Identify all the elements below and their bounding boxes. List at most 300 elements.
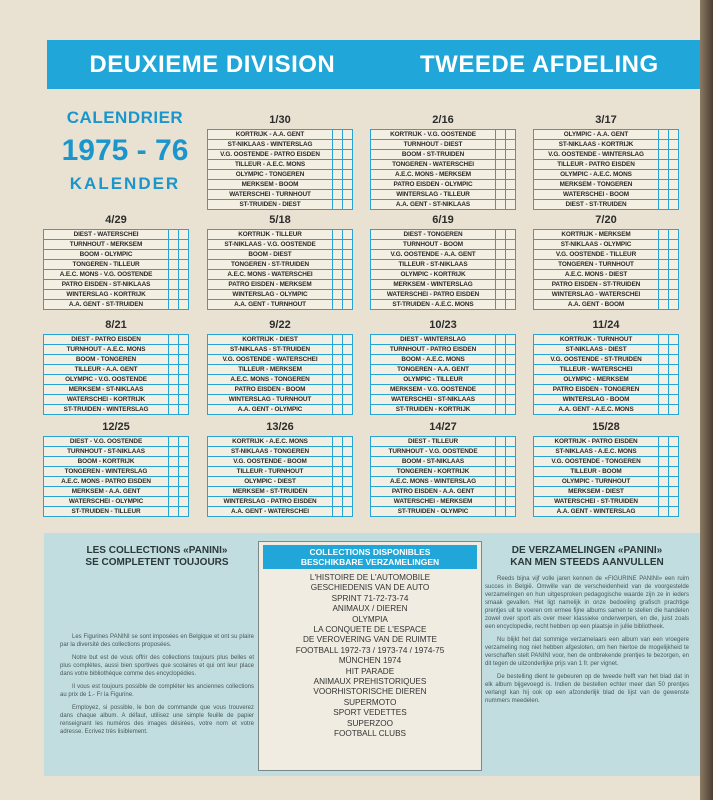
match-row — [534, 260, 679, 270]
score-box — [333, 190, 343, 200]
score-box — [659, 190, 669, 200]
score-box — [333, 250, 343, 260]
match-row — [208, 140, 353, 150]
score-box — [659, 507, 669, 517]
match-row — [208, 385, 353, 395]
score-box — [506, 190, 516, 200]
match-row — [44, 507, 189, 517]
round-label: 8/21 — [105, 319, 127, 331]
score-box — [169, 457, 179, 467]
score-box — [343, 335, 353, 345]
match-row — [44, 355, 189, 365]
score-box — [343, 130, 353, 140]
match-row — [208, 290, 353, 300]
score-box — [343, 190, 353, 200]
score-box — [659, 365, 669, 375]
match-teams: WATERSCHEI - OLYMPIC — [44, 497, 169, 507]
match-teams: DIEST - PATRO EISDEN — [44, 335, 169, 345]
match-row — [208, 365, 353, 375]
score-box — [669, 405, 679, 415]
match-teams: KORTRIJK - V.G. OOSTENDE — [371, 130, 496, 140]
match-teams: TURNHOUT - MERKSEM — [44, 240, 169, 250]
match-row — [371, 230, 516, 240]
match-row — [371, 270, 516, 280]
match-row — [208, 497, 353, 507]
score-box — [333, 200, 343, 210]
match-row — [208, 270, 353, 280]
match-row — [208, 240, 353, 250]
match-teams: WATERSCHEI - KORTRIJK — [44, 395, 169, 405]
match-teams: ST-NIKLAAS - ST-TRUIDEN — [208, 345, 333, 355]
match-row — [371, 487, 516, 497]
score-box — [659, 200, 669, 210]
score-box — [343, 140, 353, 150]
score-box — [669, 230, 679, 240]
match-teams: V.G. OOSTENDE - A.A. GENT — [371, 250, 496, 260]
match-teams: OLYMPIC - DIEST — [208, 477, 333, 487]
score-box — [669, 150, 679, 160]
match-row — [371, 140, 516, 150]
score-box — [333, 447, 343, 457]
match-teams: ST-TRUIDEN - TILLEUR — [44, 507, 169, 517]
match-row — [371, 170, 516, 180]
score-box — [333, 280, 343, 290]
score-box — [669, 250, 679, 260]
score-box — [669, 300, 679, 310]
collection-item: FOOTBALL 1972-73 / 1973-74 / 1974-75 — [295, 645, 445, 655]
score-box — [179, 447, 189, 457]
score-box — [169, 437, 179, 447]
match-teams: DIEST - V.G. OOSTENDE — [44, 437, 169, 447]
match-row — [208, 437, 353, 447]
match-row — [371, 300, 516, 310]
score-box — [179, 385, 189, 395]
score-box — [343, 150, 353, 160]
score-box — [333, 405, 343, 415]
score-box — [179, 260, 189, 270]
match-teams: TONGEREN - TURNHOUT — [534, 260, 659, 270]
collection-item: FOOTBALL CLUBS — [333, 729, 407, 739]
match-row — [208, 280, 353, 290]
match-teams: OLYMPIC - A.A. GENT — [534, 130, 659, 140]
match-teams: TONGEREN - WINTERSLAG — [44, 467, 169, 477]
score-box — [179, 477, 189, 487]
score-box — [169, 335, 179, 345]
score-box — [669, 190, 679, 200]
score-box — [659, 345, 669, 355]
score-box — [496, 270, 506, 280]
score-box — [343, 447, 353, 457]
score-box — [496, 130, 506, 140]
match-teams: DIEST - TILLEUR — [371, 437, 496, 447]
match-row — [44, 497, 189, 507]
match-teams: V.G. OOSTENDE - TILLEUR — [534, 250, 659, 260]
match-teams: ST-NIKLAAS - A.E.C. MONS — [534, 447, 659, 457]
score-box — [343, 230, 353, 240]
score-box — [179, 335, 189, 345]
score-box — [506, 467, 516, 477]
score-box — [659, 290, 669, 300]
score-box — [669, 160, 679, 170]
match-teams: ST-TRUIDEN - KORTRIJK — [371, 405, 496, 415]
score-box — [496, 345, 506, 355]
match-teams: ST-NIKLAAS - DIEST — [534, 345, 659, 355]
score-box — [496, 355, 506, 365]
collections-panel — [44, 533, 700, 776]
match-row — [371, 280, 516, 290]
match-teams: TONGEREN - A.A. GENT — [371, 365, 496, 375]
score-box — [669, 487, 679, 497]
match-teams: BOOM - TONGEREN — [44, 355, 169, 365]
match-teams: V.G. OOSTENDE - WATERSCHEI — [208, 355, 333, 365]
score-box — [343, 355, 353, 365]
match-row — [371, 345, 516, 355]
score-box — [506, 170, 516, 180]
score-box — [333, 270, 343, 280]
match-row — [534, 180, 679, 190]
score-box — [506, 437, 516, 447]
match-row — [371, 190, 516, 200]
match-row — [534, 487, 679, 497]
match-row — [534, 290, 679, 300]
score-box — [333, 180, 343, 190]
score-box — [343, 240, 353, 250]
score-box — [343, 345, 353, 355]
round-table — [207, 113, 353, 210]
score-box — [669, 395, 679, 405]
match-row — [534, 335, 679, 345]
match-teams: DIEST - TONGEREN — [371, 230, 496, 240]
score-box — [343, 385, 353, 395]
match-teams: TILLEUR - MERKSEM — [208, 365, 333, 375]
score-box — [506, 260, 516, 270]
score-box — [506, 497, 516, 507]
round-label: 14/27 — [429, 421, 457, 433]
score-box — [496, 190, 506, 200]
match-row — [371, 365, 516, 375]
match-teams: PATRO EISDEN - BOOM — [208, 385, 333, 395]
collections-fr-paragraph: Employez, si possible, le bon de commande que vous trouverez dans chaque album. A défaut, utilisez une simple feuille de papier renseignant les numéros des images désirées, votre nom et votre adresse. Ecrivez très lisiblement. — [60, 705, 254, 735]
match-teams: OLYMPIC - MERKSEM — [534, 375, 659, 385]
match-row — [208, 180, 353, 190]
match-teams: A.E.C. MONS - PATRO EISDEN — [44, 477, 169, 487]
score-box — [669, 140, 679, 150]
match-row — [44, 250, 189, 260]
match-row — [534, 457, 679, 467]
match-teams: ST-TRUIDEN - OLYMPIC — [371, 507, 496, 517]
match-row — [534, 230, 679, 240]
banner-title-nl: TWEEDE AFDELING — [420, 50, 659, 78]
match-row — [44, 335, 189, 345]
score-box — [343, 160, 353, 170]
match-row — [371, 150, 516, 160]
match-teams: WATERSCHEI - ST-TRUIDEN — [534, 497, 659, 507]
season-label: 1975 - 76 — [61, 134, 189, 167]
score-box — [669, 467, 679, 477]
match-row — [44, 405, 189, 415]
match-teams: MERKSEM - ST-NIKLAAS — [44, 385, 169, 395]
score-box — [496, 477, 506, 487]
score-box — [659, 140, 669, 150]
collection-item: MÜNCHEN 1974 — [338, 656, 402, 666]
collections-nl-paragraph: Reeds bijna vijf volle jaren kennen de «FIGURINE PANINI» een ruim succes in België. Omwille van de verscheidenheid van de voorgestelde verzamelingen en hun uitgesproken pedagogische waarde zijn ze in ieders smaak gevallen. Het ligt namelijk in onze bedoeling grafisch prachtige prentjes uit te voeren om ermee fijne albums samen te stellen die handelen zowel over sport als over meer klassieke onderwerpen, en die, juist zoals een encyclopedie, recht hebben op een plaatsje in jullie bibliotheek. — [485, 576, 689, 630]
score-box — [496, 280, 506, 290]
score-box — [333, 467, 343, 477]
round-table — [43, 213, 189, 310]
match-row — [371, 477, 516, 487]
score-box — [169, 270, 179, 280]
match-row — [44, 457, 189, 467]
round-label: 9/22 — [269, 319, 291, 331]
collection-item: ANIMAUX PREHISTORIQUES — [313, 677, 427, 687]
match-teams: DIEST - WINTERSLAG — [371, 335, 496, 345]
match-row — [44, 260, 189, 270]
score-box — [659, 437, 669, 447]
match-teams: TONGEREN - KORTRIJK — [371, 467, 496, 477]
score-box — [169, 375, 179, 385]
score-box — [333, 395, 343, 405]
available-collections-heading-fr: COLLECTIONS DISPONIBLES — [309, 547, 431, 557]
score-box — [343, 300, 353, 310]
score-box — [333, 497, 343, 507]
match-teams: BOOM - KORTRIJK — [44, 457, 169, 467]
score-box — [333, 345, 343, 355]
match-row — [44, 365, 189, 375]
score-box — [169, 260, 179, 270]
match-teams: TILLEUR - ST-NIKLAAS — [371, 260, 496, 270]
match-row — [534, 270, 679, 280]
match-row — [208, 375, 353, 385]
match-teams: A.A. GENT - WINTERSLAG — [534, 507, 659, 517]
match-row — [371, 497, 516, 507]
match-teams: MERKSEM - DIEST — [534, 487, 659, 497]
match-teams: KORTRIJK - MERKSEM — [534, 230, 659, 240]
round-table — [533, 113, 679, 210]
match-teams: A.E.C. MONS - V.G. OOSTENDE — [44, 270, 169, 280]
round-label: 10/23 — [429, 319, 457, 331]
match-teams: ST-NIKLAAS - V.G. OOSTENDE — [208, 240, 333, 250]
match-teams: A.A. GENT - A.E.C. MONS — [534, 405, 659, 415]
match-row — [44, 230, 189, 240]
score-box — [169, 345, 179, 355]
match-teams: OLYMPIC - TONGEREN — [208, 170, 333, 180]
match-row — [208, 230, 353, 240]
match-row — [208, 405, 353, 415]
match-teams: V.G. OOSTENDE - TONGEREN — [534, 457, 659, 467]
score-box — [333, 487, 343, 497]
match-teams: WINTERSLAG - KORTRIJK — [44, 290, 169, 300]
match-teams: A.A. GENT - TURNHOUT — [208, 300, 333, 310]
match-teams: PATRO EISDEN - MERKSEM — [208, 280, 333, 290]
score-box — [659, 300, 669, 310]
score-box — [179, 497, 189, 507]
score-box — [179, 250, 189, 260]
match-row — [371, 375, 516, 385]
score-box — [659, 467, 669, 477]
round-table — [370, 213, 516, 310]
match-row — [534, 160, 679, 170]
collections-fr-paragraph: Notre but est de vous offrir des collections toujours plus belles et plus complètes, aussi bien sportives que scolaires et qui ont leur place dans votre bibliothèque comme des encyclopédies. — [60, 655, 254, 677]
match-teams: OLYMPIC - TURNHOUT — [534, 477, 659, 487]
score-box — [669, 240, 679, 250]
score-box — [343, 180, 353, 190]
score-box — [669, 180, 679, 190]
score-box — [659, 240, 669, 250]
match-row — [371, 437, 516, 447]
score-box — [506, 507, 516, 517]
collection-item: SPRINT 71-72-73-74 — [331, 593, 409, 603]
score-box — [343, 280, 353, 290]
collection-item: ANIMAUX / DIEREN — [332, 604, 408, 614]
score-box — [506, 457, 516, 467]
score-box — [343, 375, 353, 385]
match-teams: DIEST - ST-TRUIDEN — [534, 200, 659, 210]
score-box — [179, 437, 189, 447]
match-teams: PATRO EISDEN - ST-NIKLAAS — [44, 280, 169, 290]
match-row — [44, 467, 189, 477]
score-box — [179, 280, 189, 290]
match-teams: BOOM - OLYMPIC — [44, 250, 169, 260]
match-teams: A.E.C. MONS - MERKSEM — [371, 170, 496, 180]
score-box — [179, 345, 189, 355]
score-box — [333, 385, 343, 395]
collection-item: OLYMPIA — [352, 614, 388, 624]
match-row — [534, 405, 679, 415]
match-teams: MERKSEM - TONGEREN — [534, 180, 659, 190]
score-box — [169, 405, 179, 415]
round-table — [207, 318, 353, 415]
match-teams: TILLEUR - PATRO EISDEN — [534, 160, 659, 170]
match-row — [371, 240, 516, 250]
match-row — [208, 345, 353, 355]
match-row — [44, 280, 189, 290]
match-teams: V.G. OOSTENDE - PATRO EISDEN — [208, 150, 333, 160]
match-teams: ST-NIKLAAS - WINTERSLAG — [208, 140, 333, 150]
match-teams: KORTRIJK - A.A. GENT — [208, 130, 333, 140]
match-teams: A.E.C. MONS - WATERSCHEI — [208, 270, 333, 280]
score-box — [179, 230, 189, 240]
match-teams: PATRO EISDEN - ST-TRUIDEN — [534, 280, 659, 290]
collection-item: DE VEROVERING VAN DE RUIMTE — [302, 635, 438, 645]
match-row — [44, 487, 189, 497]
match-row — [371, 160, 516, 170]
score-box — [669, 437, 679, 447]
match-row — [44, 270, 189, 280]
match-teams: KORTRIJK - DIEST — [208, 335, 333, 345]
round-table — [207, 420, 353, 517]
score-box — [506, 130, 516, 140]
collection-item: L'HISTOIRE DE L'AUTOMOBILE — [309, 573, 431, 582]
score-box — [169, 250, 179, 260]
score-box — [333, 130, 343, 140]
match-teams: WINTERSLAG - TURNHOUT — [208, 395, 333, 405]
round-table — [533, 420, 679, 517]
score-box — [496, 385, 506, 395]
calendar-title-nl: KALENDER — [69, 174, 181, 193]
match-teams: TURNHOUT - A.E.C. MONS — [44, 345, 169, 355]
calendar-title-fr: CALENDRIER — [66, 108, 184, 127]
round-table — [370, 420, 516, 517]
match-teams: WATERSCHEI - ST-NIKLAAS — [371, 395, 496, 405]
score-box — [496, 250, 506, 260]
match-row — [208, 250, 353, 260]
round-label: 3/17 — [595, 114, 617, 126]
match-teams: ST-NIKLAAS - OLYMPIC — [534, 240, 659, 250]
score-box — [169, 507, 179, 517]
score-box — [179, 395, 189, 405]
score-box — [179, 375, 189, 385]
score-box — [506, 300, 516, 310]
score-box — [169, 290, 179, 300]
score-box — [169, 385, 179, 395]
match-row — [371, 180, 516, 190]
score-box — [506, 355, 516, 365]
match-teams: A.A. GENT - ST-NIKLAAS — [371, 200, 496, 210]
match-row — [534, 467, 679, 477]
match-teams: ST-NIKLAAS - TONGEREN — [208, 447, 333, 457]
score-box — [343, 507, 353, 517]
round-label: 1/30 — [269, 114, 291, 126]
round-label: 2/16 — [432, 114, 454, 126]
division-banner — [47, 40, 701, 89]
score-box — [496, 405, 506, 415]
match-teams: BOOM - DIEST — [208, 250, 333, 260]
match-teams: TONGEREN - ST-TRUIDEN — [208, 260, 333, 270]
score-box — [669, 290, 679, 300]
score-box — [659, 160, 669, 170]
match-teams: ST-TRUIDEN - WINTERSLAG — [44, 405, 169, 415]
match-teams: MERKSEM - BOOM — [208, 180, 333, 190]
score-box — [343, 467, 353, 477]
match-row — [371, 457, 516, 467]
score-box — [169, 487, 179, 497]
match-teams: MERKSEM - WINTERSLAG — [371, 280, 496, 290]
score-box — [496, 140, 506, 150]
match-row — [371, 130, 516, 140]
match-row — [44, 395, 189, 405]
match-row — [534, 365, 679, 375]
collection-item: SUPERZOO — [347, 718, 393, 728]
match-row — [208, 200, 353, 210]
match-teams: A.A. GENT - OLYMPIC — [208, 405, 333, 415]
collection-item: SPORT VEDETTES — [333, 708, 407, 718]
collections-nl-heading-1: DE VERZAMELINGEN «PANINI» — [511, 545, 663, 556]
score-box — [169, 447, 179, 457]
match-row — [534, 240, 679, 250]
score-box — [669, 355, 679, 365]
score-box — [659, 385, 669, 395]
score-box — [179, 507, 189, 517]
score-box — [506, 385, 516, 395]
score-box — [506, 447, 516, 457]
score-box — [343, 250, 353, 260]
score-box — [169, 395, 179, 405]
match-row — [534, 250, 679, 260]
match-teams: A.A. GENT - ST-TRUIDEN — [44, 300, 169, 310]
score-box — [333, 160, 343, 170]
score-box — [179, 487, 189, 497]
score-box — [659, 230, 669, 240]
match-row — [534, 395, 679, 405]
score-box — [333, 375, 343, 385]
round-label: 7/20 — [595, 214, 617, 226]
calendar-title — [50, 108, 200, 194]
available-collections-heading-nl: BESCHIKBARE VERZAMELINGEN — [300, 557, 440, 567]
score-box — [659, 497, 669, 507]
score-box — [169, 230, 179, 240]
score-box — [659, 457, 669, 467]
score-box — [333, 290, 343, 300]
